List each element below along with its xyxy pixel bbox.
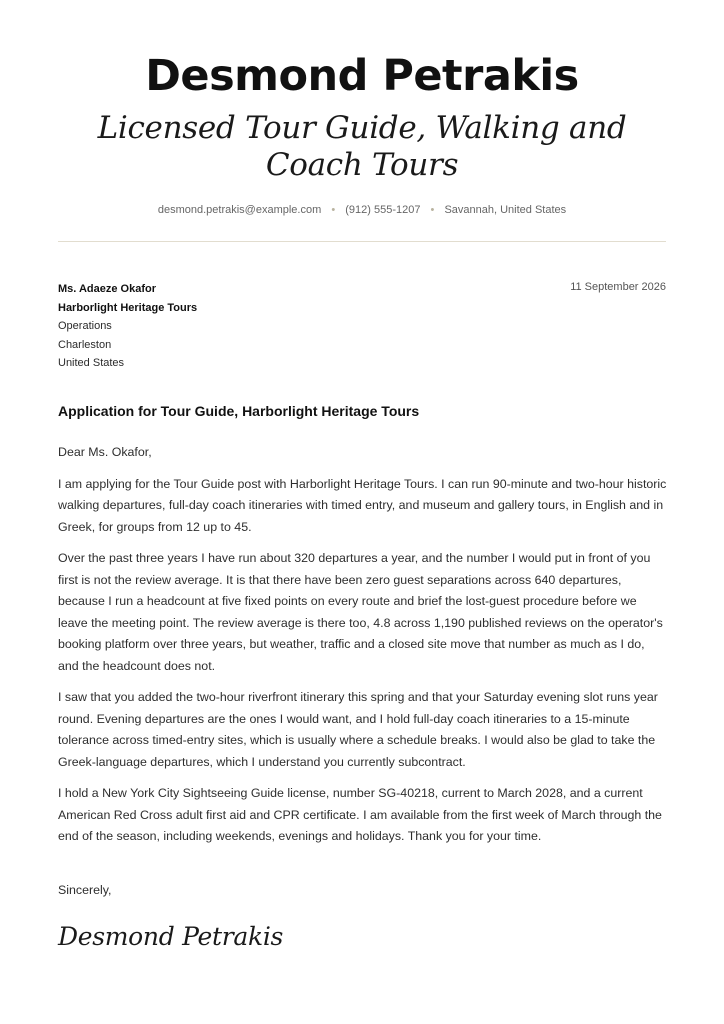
header-divider bbox=[58, 241, 666, 242]
recipient-city: Charleston bbox=[58, 338, 112, 351]
body-paragraph: Over the past three years I have run about 320 departures a year, and the number I would put in front of you first is not the review average. It is that there have been zero guest separations across 640 departures, because I run a headcount at five fixed points on every route and brief the lost-guest procedure before we leave the meeting point. The review average is there too, 4.8 across 1,190 published reviews on the operator's booking platform over three years, but weather, traffic and a closed site move that number as much as I do, and the headcount does not. bbox=[58, 551, 663, 673]
letter-date: 11 September 2026 bbox=[570, 281, 666, 293]
recipient-block bbox=[58, 280, 418, 373]
contact-line bbox=[0, 203, 724, 217]
body-paragraph: I hold a New York City Sightseeing Guide license, number SG-40218, current to March 2028, and a current American Red Cross adult first aid and CPR certificate. I am available from the first week of March through the end of the season, including weekends, evenings and holidays. Thank you for your time. bbox=[58, 786, 662, 843]
salutation: Dear Ms. Okafor, bbox=[58, 445, 152, 459]
applicant-name: Desmond Petrakis bbox=[145, 51, 579, 101]
closing: Sincerely, bbox=[58, 883, 112, 897]
recipient-country: United States bbox=[58, 357, 125, 369]
contact-location: Savannah, United States bbox=[444, 204, 567, 216]
contact-phone: (912) 555-1207 bbox=[345, 204, 421, 216]
recipient-department: Operations bbox=[58, 320, 112, 332]
contact-separator: • bbox=[430, 204, 435, 216]
letter-body bbox=[58, 442, 668, 858]
contact-separator: • bbox=[331, 204, 336, 216]
contact-email: desmond.petrakis@example.com bbox=[157, 204, 322, 216]
signature: Desmond Petrakis bbox=[58, 922, 284, 951]
body-paragraph: I am applying for the Tour Guide post with Harborlight Heritage Tours. I can run 90-minute and two-hour historic walking departures, full-day coach itineraries with timed entry, and museum and gallery tours, in English and in Greek, for groups from 12 up to 45. bbox=[58, 476, 667, 534]
applicant-tagline: Licensed Tour Guide, Walking and Coach Tours bbox=[97, 110, 627, 183]
recipient-company: Harborlight Heritage Tours bbox=[58, 301, 198, 314]
letter-subject: Application for Tour Guide, Harborlight Heritage Tours bbox=[58, 403, 420, 419]
recipient-name: Ms. Adaeze Okafor bbox=[58, 283, 157, 295]
body-paragraph: I saw that you added the two-hour riverfront itinerary this spring and that your Saturday evening slot runs year round. Evening departures are the ones I would want, and I hold full-day coach itineraries to a 15-minute tolerance across timed-entry sites, which is usually where a schedule breaks. I would also be glad to take the Greek-language departures, which I understand you currently subcontract. bbox=[58, 690, 658, 769]
